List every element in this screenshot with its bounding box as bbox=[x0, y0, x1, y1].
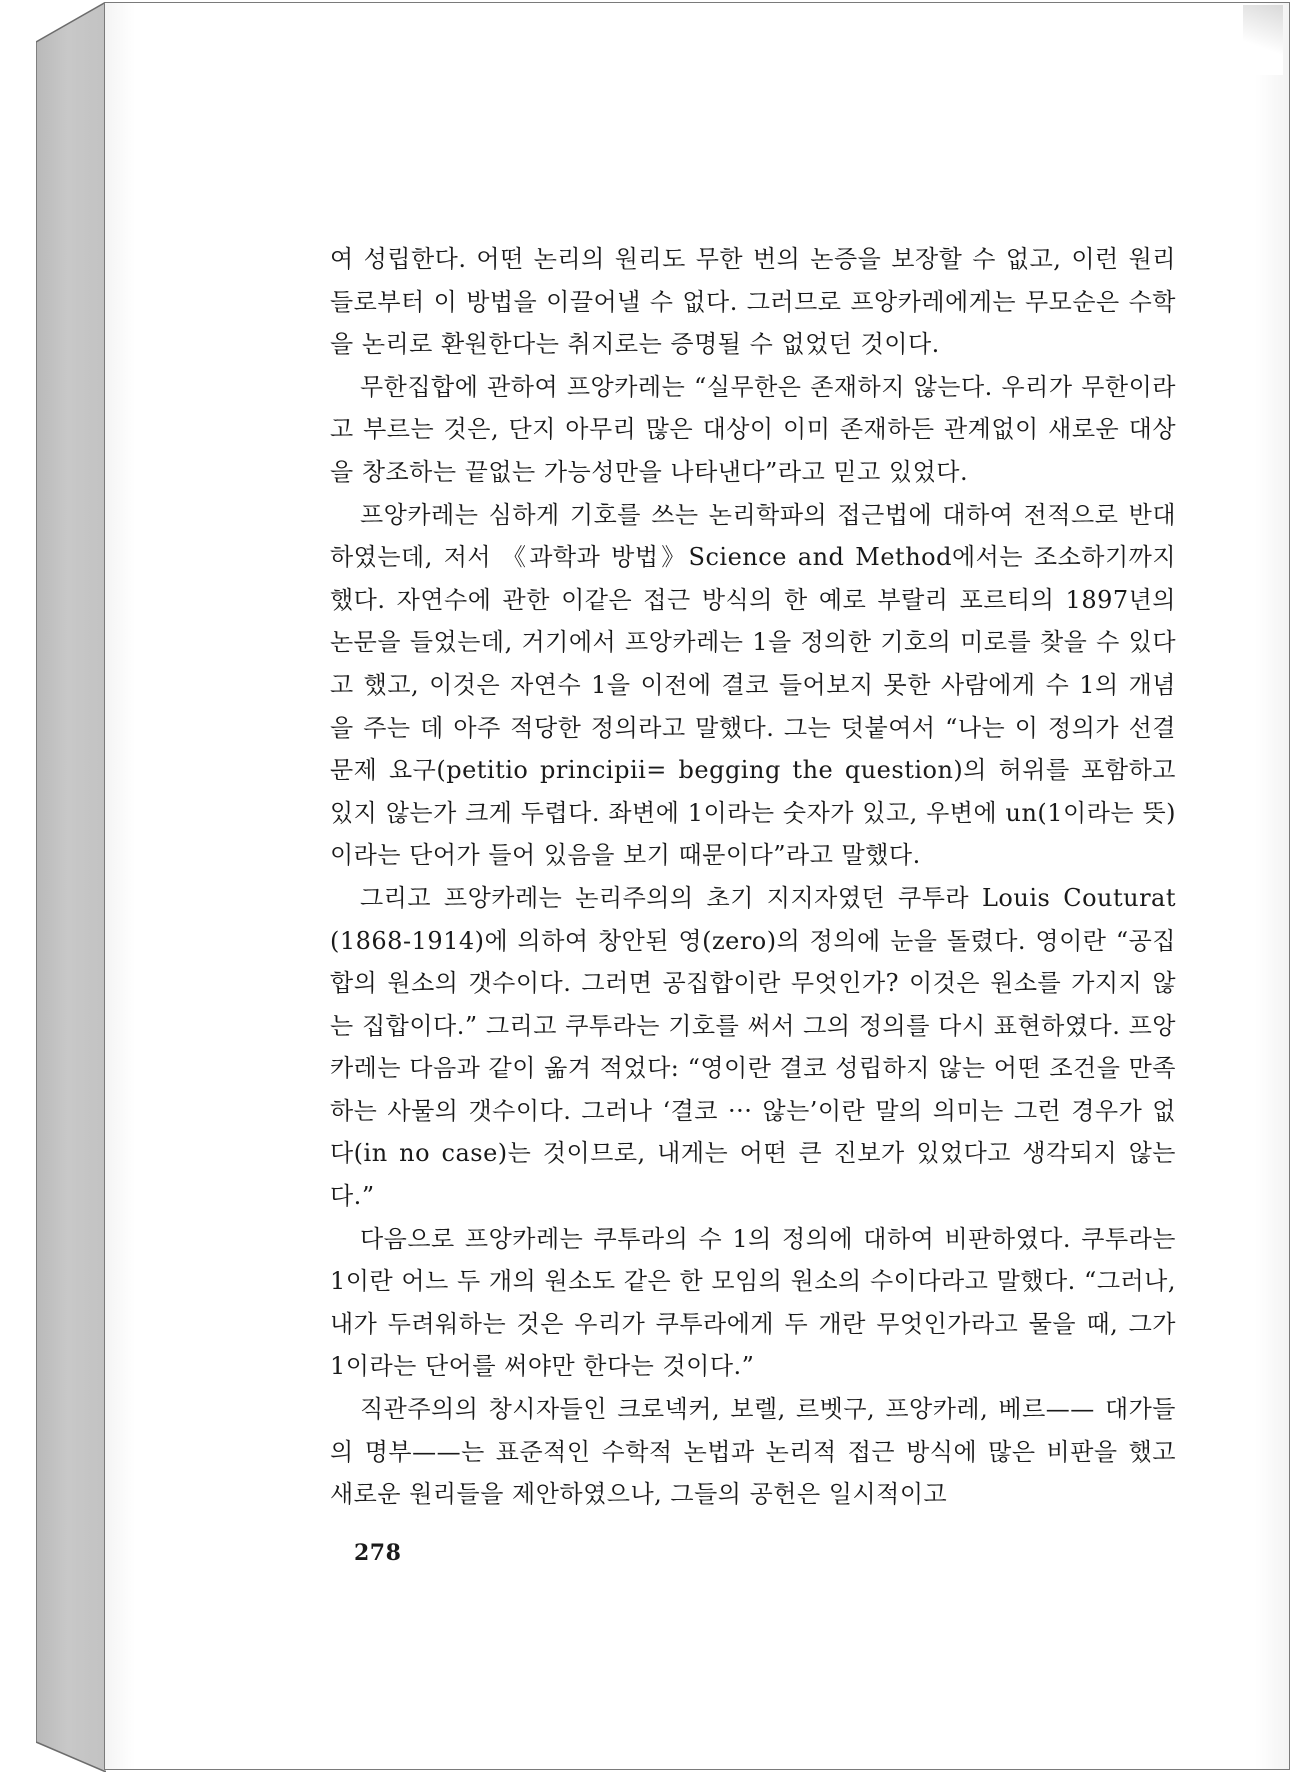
paragraph: 다음으로 프앙카레는 쿠투라의 수 1의 정의에 대하여 비판하였다. 쿠투라는 1이란 어느 두 개의 원소도 같은 한 모임의 원소의 수이다라고 말했다. “그러나, 내가 두려워하는 것은 우리가 쿠투라에게 두 개란 무엇인가라고 물을 때, 그가 1이라는 단어를 써야만 한다는 것이다.” bbox=[330, 1224, 1176, 1381]
paragraph: 직관주의의 창시자들인 크로넥커, 보렐, 르벳구, 프앙카레, 베르—— 대가들의 명부——는 표준적인 수학적 논법과 논리적 접근 방식에 많은 비판을 했고 새로운 원리들을 제안하였으나, 그들의 공헌은 일시적이고 bbox=[330, 1395, 1176, 1509]
book-spine bbox=[36, 2, 106, 1772]
paragraph: 그리고 프앙카레는 논리주의의 초기 지지자였던 쿠투라 Louis Couturat (1868-1914)에 의하여 창안된 영(zero)의 정의에 눈을 돌렸다. 영이란 “공집합의 원소의 갯수이다. 그러면 공집합이란 무엇인가? 이것은 원소를 가지지 않는 집합이다.” 그리고 쿠투라는 기호를 써서 그의 정의를 다시 표현하였다. 프앙카레는 다음과 같이 옮겨 적었다: “영이란 결코 성립하지 않는 어떤 조건을 만족하는 사물의 갯수이다. 그러나 ‘결코 ··· 않는’이란 말의 의미는 그런 경우가 없다(in no case)는 것이므로, 내게는 어떤 큰 진보가 있었다고 생각되지 않는다.” bbox=[330, 883, 1176, 1211]
paragraph: 무한집합에 관하여 프앙카레는 “실무한은 존재하지 않는다. 우리가 무한이라고 부르는 것은, 단지 아무리 많은 대상이 이미 존재하든 관계없이 새로운 대상을 창조하는 끝없는 가능성만을 나타낸다”라고 믿고 있었다. bbox=[330, 372, 1176, 486]
paragraph: 여 성립한다. 어떤 논리의 원리도 무한 번의 논증을 보장할 수 없고, 이런 원리들로부터 이 방법을 이끌어낼 수 없다. 그러므로 프앙카레에게는 무모순은 수학을 논리로 환원한다는 취지로는 증명될 수 없었던 것이다. bbox=[330, 245, 1176, 359]
page-corner-shadow bbox=[1243, 5, 1283, 75]
paragraph: 프앙카레는 심하게 기호를 쓰는 논리학파의 접근법에 대하여 전적으로 반대하였는데, 저서 《과학과 방법》Science and Method에서는 조소하기까지 했다. 자연수에 관한 이같은 접근 방식의 한 예로 부랄리 포르티의 1897년의 논문을 들었는데, 거기에서 프앙카레는 1을 정의한 기호의 미로를 찾을 수 있다고 했고, 이것은 자연수 1을 이전에 결코 들어보지 못한 사람에게 수 1의 개념을 주는 데 아주 적당한 정의라고 말했다. 그는 덧붙여서 “나는 이 정의가 선결 문제 요구(petitio principii= begging the question)의 허위를 포함하고 있지 않는가 크게 두렵다. 좌변에 1이라는 숫자가 있고, 우변에 un(1이라는 뜻)이라는 단어가 들어 있음을 보기 때문이다”라고 말했다. bbox=[330, 500, 1176, 870]
page-number: 278 bbox=[354, 1540, 402, 1566]
body-text bbox=[330, 238, 1176, 1516]
